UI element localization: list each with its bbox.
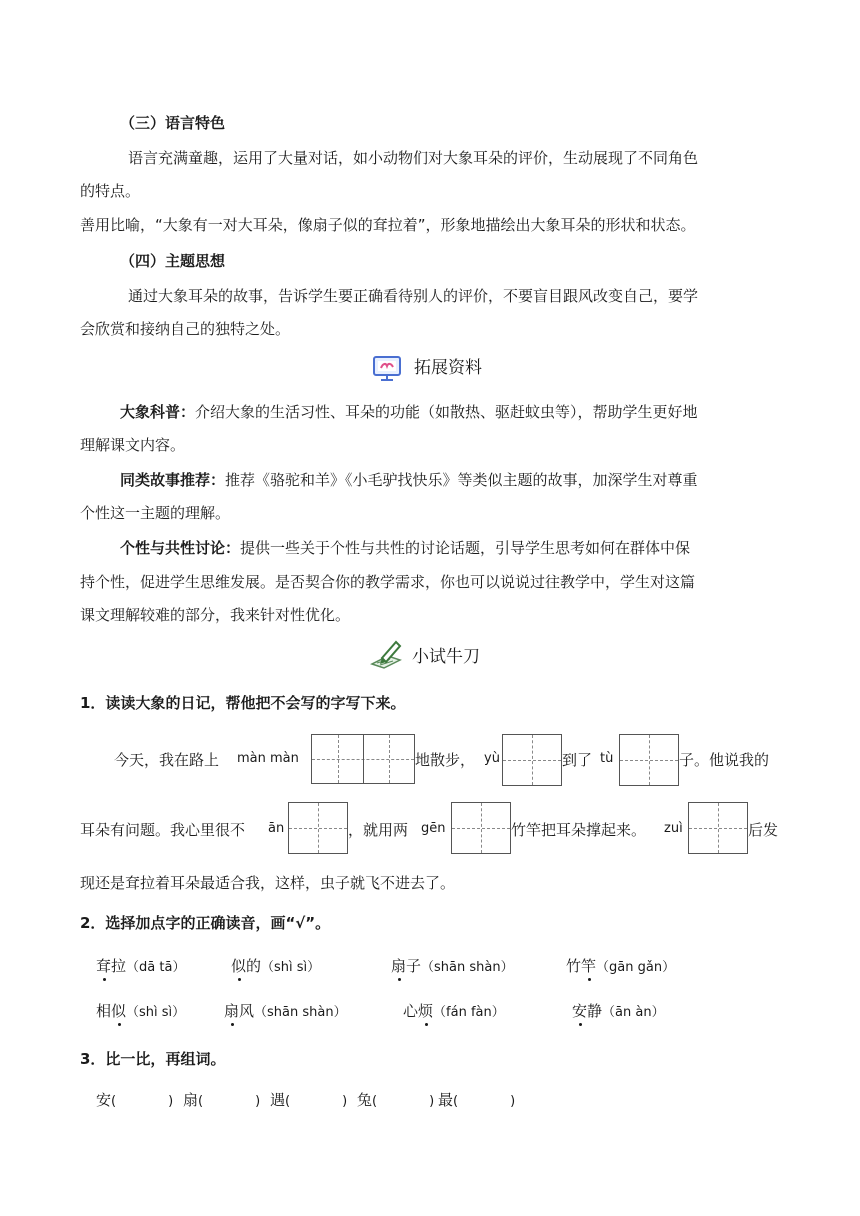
reading-option[interactable]: 扇子（shān shàn） bbox=[391, 957, 514, 975]
section4-title: （四）主题思想 bbox=[120, 252, 226, 270]
extension-item-discussion-cont-2: 课文理解较难的部分，我来针对性优化。 bbox=[80, 606, 351, 624]
writing-box[interactable] bbox=[619, 734, 679, 786]
item-label: 个性与共性讨论： bbox=[120, 539, 241, 557]
pinyin-label: yù bbox=[484, 751, 500, 766]
reading-option[interactable]: 扇风（shān shàn） bbox=[224, 1002, 347, 1020]
q1-text: 竹竿把耳朵撑起来。 bbox=[511, 821, 647, 839]
practice-heading: 小试牛刀 bbox=[412, 647, 480, 667]
item-text: 介绍大象的生活习性、耳朵的功能（如散热、驱赶蚊虫等），帮助学生更好地 bbox=[195, 403, 698, 421]
question-3-title: 3．比一比，再组词。 bbox=[80, 1050, 226, 1068]
item-label: 同类故事推荐： bbox=[120, 471, 226, 489]
compare-item[interactable]: 兔( ) bbox=[357, 1091, 435, 1109]
q1-text: 今天，我在路上 bbox=[114, 751, 220, 769]
reading-option[interactable]: 安静（ān àn） bbox=[572, 1002, 665, 1020]
writing-box[interactable] bbox=[288, 802, 348, 854]
q1-text: 后发 bbox=[748, 821, 779, 839]
presentation-board-icon bbox=[372, 354, 402, 382]
pinyin-label: tù bbox=[600, 751, 614, 766]
section3-paragraph-2: 善用比喻，“大象有一对大耳朵，像扇子似的耷拉着”，形象地描绘出大象耳朵的形状和状态。 bbox=[80, 216, 696, 234]
pen-writing-icon bbox=[368, 638, 404, 672]
q1-text: 地散步， bbox=[415, 751, 476, 769]
q1-text: 耳朵有问题。我心里很不 bbox=[80, 821, 246, 839]
section4-paragraph: 通过大象耳朵的故事，告诉学生要正确看待别人的评价，不要盲目跟风改变自己，要学 bbox=[128, 287, 699, 305]
extension-item-science bbox=[120, 402, 698, 422]
item-label: 大象科普： bbox=[120, 403, 196, 421]
section4-paragraph-cont: 会欣赏和接纳自己的独特之处。 bbox=[80, 320, 291, 338]
pinyin-label: màn màn bbox=[237, 751, 299, 766]
compare-item[interactable]: 安( ) bbox=[96, 1091, 174, 1109]
extension-item-stories bbox=[120, 470, 698, 490]
question-2-title: 2．选择加点字的正确读音，画“√”。 bbox=[80, 914, 331, 932]
extension-item-discussion bbox=[120, 538, 690, 558]
item-text: 提供一些关于个性与共性的讨论话题，引导学生思考如何在群体中保 bbox=[240, 539, 691, 557]
q1-text: 到了 bbox=[562, 751, 593, 769]
pinyin-label: gēn bbox=[421, 821, 446, 836]
extension-item-stories-cont: 个性这一主题的理解。 bbox=[80, 504, 231, 522]
reading-option[interactable]: 耷拉（dā tā） bbox=[96, 957, 186, 975]
reading-option[interactable]: 心烦（fán fàn） bbox=[403, 1002, 505, 1020]
q1-text: 子。他说我的 bbox=[679, 751, 770, 769]
section3-paragraph: 语言充满童趣，运用了大量对话，如小动物们对大象耳朵的评价，生动展现了不同角色 bbox=[128, 149, 699, 167]
reading-option[interactable]: 相似（shì sì） bbox=[96, 1002, 186, 1020]
section3-paragraph-cont: 的特点。 bbox=[80, 182, 141, 200]
section3-title: （三）语言特色 bbox=[120, 114, 226, 132]
pinyin-label: ān bbox=[268, 821, 285, 836]
compare-item[interactable]: 遇( ) bbox=[270, 1091, 348, 1109]
writing-box[interactable] bbox=[502, 734, 562, 786]
q1-text: 现还是耷拉着耳朵最适合我，这样，虫子就飞不进去了。 bbox=[80, 874, 456, 892]
question-1-title: 1．读读大象的日记，帮他把不会写的字写下来。 bbox=[80, 694, 406, 712]
reading-option[interactable]: 似的（shì sì） bbox=[231, 957, 321, 975]
item-text: 推荐《骆驼和羊》《小毛驴找快乐》等类似主题的故事，加深学生对尊重 bbox=[225, 471, 698, 489]
writing-box[interactable] bbox=[451, 802, 511, 854]
extension-item-discussion-cont: 持个性，促进学生思维发展。是否契合你的教学需求，你也可以说说过往教学中，学生对这篇 bbox=[80, 573, 696, 591]
writing-box-double[interactable] bbox=[311, 734, 415, 784]
extension-item-science-cont: 理解课文内容。 bbox=[80, 436, 186, 454]
compare-item[interactable]: 最( ) bbox=[438, 1091, 516, 1109]
q1-text: ，就用两 bbox=[348, 821, 409, 839]
compare-item[interactable]: 扇( ) bbox=[183, 1091, 261, 1109]
writing-box[interactable] bbox=[688, 802, 748, 854]
reading-option[interactable]: 竹竿（gān gǎn） bbox=[566, 957, 676, 975]
pinyin-label: zuì bbox=[664, 821, 683, 836]
extension-heading: 拓展资料 bbox=[414, 358, 482, 378]
